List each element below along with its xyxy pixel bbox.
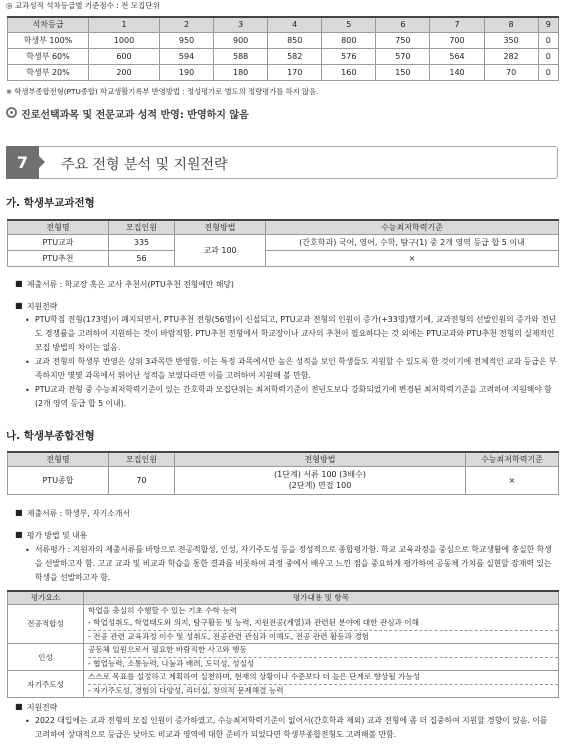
- table-cell: [84, 604, 559, 644]
- arrow-icon: [39, 156, 45, 168]
- table-cell: 282: [484, 48, 538, 64]
- admission-table: [7, 451, 559, 495]
- table-cell: 190: [159, 64, 213, 80]
- table-cell: 576: [322, 48, 376, 64]
- table-cell: 600: [89, 48, 160, 64]
- strategy-paragraph: 교과 전형의 학생부 반영은 상위 3과목만 반영함. 이는 특정 과목에서만 높은 성적을 보인 학생들도 지원할 수 있도록 한 것이기에 전체적인 교과 등급은 부족하지만 몇몇 과목에서 뛰어난 성적을 보였다라면 이를 고려하여 지원해 볼 만함.: [35, 357, 557, 380]
- table-cell: 자기주도성: [8, 671, 84, 698]
- table-cell: 594: [159, 48, 213, 64]
- table-cell: 588: [214, 48, 268, 64]
- table-cell: 900: [214, 32, 268, 48]
- eval-line: 스스로 목표를 설정하고 계획하여 실천하며, 현재의 상황이나 수준보다 더 높은 단계로 향상될 가능성: [88, 672, 421, 681]
- table-cell: 교과 100: [175, 234, 266, 266]
- table-cell: 56: [109, 250, 175, 266]
- table-header-row: [8, 591, 559, 604]
- table-header-cell: 8: [484, 17, 538, 32]
- table-row: [8, 604, 559, 644]
- table-row: [8, 466, 559, 494]
- table-cell: 170: [268, 64, 322, 80]
- dot-bullet-icon: •: [25, 546, 30, 555]
- eval-line: - 자기주도성, 경험의 다양성, 리더십, 창의적 문제해결 능력: [88, 684, 558, 698]
- subsection-title: 나. 학생부종합전형: [6, 430, 95, 442]
- table-cell: 582: [268, 48, 322, 64]
- table-cell: 180: [214, 64, 268, 80]
- table-cell: 350: [484, 32, 538, 48]
- table-cell: [84, 671, 559, 698]
- table-header-cell: 전형명: [8, 220, 109, 234]
- table-row: [8, 671, 559, 698]
- submission-docs: 제출서류 : 학생부, 자기소개서: [27, 509, 130, 518]
- table-header-row: [8, 452, 559, 466]
- table-cell: PTU추천: [8, 250, 109, 266]
- table-header-cell: 석차등급: [8, 17, 89, 32]
- table-cell: 70: [109, 466, 175, 494]
- eval-line: - 협업능력, 소통능력, 나눔과 배려, 도덕성, 성실성: [88, 657, 558, 671]
- table-cell: 160: [322, 64, 376, 80]
- table-cell: 전공적합성: [8, 604, 84, 644]
- table-header-cell: 2: [159, 17, 213, 32]
- table-cell: 0: [538, 32, 558, 48]
- square-bullet-icon: ■: [15, 508, 23, 517]
- evaluation-label: 평가 방법 및 내용: [27, 531, 88, 540]
- dot-bullet-icon: •: [25, 358, 30, 367]
- eval-line: - 학업성취도, 학업태도와 의지, 탐구활동 및 능력, 지원전공(계열)과 관련된 분야에 대한 관심과 이해: [88, 618, 419, 627]
- submission-docs: 제출서류 : 학교장 혹은 교사 추천서(PTU추천 전형에만 해당): [27, 280, 234, 289]
- strategy-paragraph: PTU교과 전형 중 수능최저학력기준이 있는 간호학과 모집단위는 최저학력기준이 전년도보다 강화되었기에 변경된 최저학력기준을 고려하여 지원해야 함(2개 영역 등급 합 5 이내).: [35, 385, 552, 408]
- comprehensive-note: ※ 학생부종합전형(PTU종합) 학교생활기록부 반영방법 : 정성평가로 별도의 정량평가를 하지 않음.: [6, 87, 319, 96]
- elective-title: 진로선택과목 및 전문교과 성적 반영: 반영하지 않음: [21, 110, 249, 121]
- table-row: [8, 644, 559, 671]
- table-row: [8, 64, 559, 80]
- table-header-cell: 평가내용 및 항목: [84, 591, 559, 604]
- table-cell: 335: [109, 234, 175, 250]
- table-header-cell: 수능최저학력기준: [266, 220, 559, 234]
- table-row: [8, 32, 559, 48]
- table-header-cell: 9: [538, 17, 558, 32]
- strategy-label: 지원전략: [27, 302, 58, 311]
- table-cell: 950: [159, 32, 213, 48]
- table-cell: ×: [266, 250, 559, 266]
- square-bullet-icon: ■: [15, 301, 23, 310]
- table-cell: 564: [430, 48, 484, 64]
- table-cell: 800: [322, 32, 376, 48]
- strategy-paragraph: PTU학점 전형(173명)이 폐지되면서, PTU추천 전형(56명)이 신설되고, PTU교과 전형의 인원이 증가(+33명)했기에, 교과전형의 선발인원의 증가와 전년도 경쟁률을 고려하여 지원하는 것이 바람직함. PTU추천 전형에서 학교장이나 교사의 추천이 필요하다는 것 외에는 PTU교과와 PTU추천 전형의 실제적인 모집 방법의 차이는 없음.: [35, 315, 557, 352]
- table-header-cell: 모집인원: [109, 220, 175, 234]
- table-cell: [84, 644, 559, 671]
- table-cell: PTU종합: [8, 466, 109, 494]
- table-cell: 학생부 100%: [8, 32, 89, 48]
- table-header-cell: 전형방법: [175, 220, 266, 234]
- table-header-cell: 전형명: [8, 452, 109, 466]
- table-header-cell: 3: [214, 17, 268, 32]
- table-row: [8, 250, 559, 266]
- table-header-cell: 모집인원: [109, 452, 175, 466]
- table-header-cell: 전형방법: [175, 452, 466, 466]
- strategy-label: 지원전략: [27, 703, 58, 712]
- table-cell: 140: [430, 64, 484, 80]
- table-cell: 850: [268, 32, 322, 48]
- grade-score-table: [7, 16, 559, 81]
- section-title: 주요 전형 분석 및 지원전략: [61, 157, 228, 173]
- table-cell: (간호학과) 국어, 영어, 수학, 탐구(1) 중 2개 영역 등급 합 5 이내: [266, 234, 559, 250]
- dot-bullet-icon: •: [25, 717, 30, 726]
- table-cell: 700: [430, 32, 484, 48]
- table-cell: 570: [376, 48, 430, 64]
- table-header-row: [8, 17, 559, 32]
- table-cell: 학생부 20%: [8, 64, 89, 80]
- eval-line: 학업을 충실히 수행할 수 있는 기초 수학 능력: [88, 605, 237, 615]
- table-cell: 750: [376, 32, 430, 48]
- table-header-cell: 1: [89, 17, 160, 32]
- table-cell: 인성: [8, 644, 84, 671]
- table-cell: ×: [466, 466, 559, 494]
- square-bullet-icon: ■: [15, 530, 23, 539]
- table-header-cell: 4: [268, 17, 322, 32]
- table-cell: 0: [538, 64, 558, 80]
- subsection-title: 가. 학생부교과전형: [6, 197, 95, 209]
- eval-line: 공동체 일원으로서 필요한 바람직한 사고와 행동: [88, 645, 247, 654]
- table-row: [8, 48, 559, 64]
- table-cell: 200: [89, 64, 160, 80]
- table-header-cell: 6: [376, 17, 430, 32]
- method-step: (2단계) 면접 100: [288, 481, 352, 490]
- grade-criteria-note: ◎ 교과성적 석차등급별 기준점수 : 전 모집단위: [6, 1, 160, 10]
- square-bullet-icon: ■: [15, 279, 23, 288]
- table-header-cell: 평가요소: [8, 591, 84, 604]
- circle-bullet-icon: [6, 107, 17, 118]
- table-cell: 70: [484, 64, 538, 80]
- strategy-paragraph: 2022 대입에는 교과 전형의 모집 인원이 증가하였고, 수능최저학력기준이 없어서(간호학과 제외) 교과 전형에 좀 더 집중하여 지원할 경향이 있음. 이를 고려하여 상대적으로 등급은 낮아도 비교과 영역에 대한 준비가 되었다면 학생부종합전형도 고려해볼 만함.: [35, 716, 548, 739]
- table-cell: 150: [376, 64, 430, 80]
- dot-bullet-icon: •: [25, 316, 30, 325]
- method-step: (1단계) 서류 100 (3배수): [274, 470, 366, 479]
- evaluation-table: [7, 590, 559, 698]
- table-header-cell: 수능최저학력기준: [466, 452, 559, 466]
- table-cell: [175, 466, 466, 494]
- table-row: [8, 234, 559, 250]
- table-header-row: [8, 220, 559, 234]
- table-header-cell: 7: [430, 17, 484, 32]
- evaluation-paragraph: 서류평가 : 지원자의 제출서류를 바탕으로 전공적합성, 인성, 자기주도성 등을 정성적으로 종합평가함. 학교 교육과정을 중심으로 학교생활에 충실한 학생을 선발하고자 함. 고교 교과 및 비교과 학습을 통한 결과를 비롯하여 과정 중에서 배우고 느낀 점을 중요하게 평가하여 공동체 가치를 실현할 잠재력 있는 학생을 선발하고자 함.: [35, 545, 552, 582]
- admission-table: [7, 219, 559, 267]
- table-header-cell: 5: [322, 17, 376, 32]
- table-cell: PTU교과: [8, 234, 109, 250]
- table-cell: 1000: [89, 32, 160, 48]
- table-cell: 0: [538, 48, 558, 64]
- table-cell: 학생부 60%: [8, 48, 89, 64]
- eval-line: - 전공 관련 교육과정 이수 및 성취도, 전공관련 관심과 이해도, 전공 관련 활동과 경험: [88, 630, 558, 644]
- section-number: 7: [6, 146, 39, 179]
- square-bullet-icon: ■: [15, 702, 23, 711]
- dot-bullet-icon: •: [25, 386, 30, 395]
